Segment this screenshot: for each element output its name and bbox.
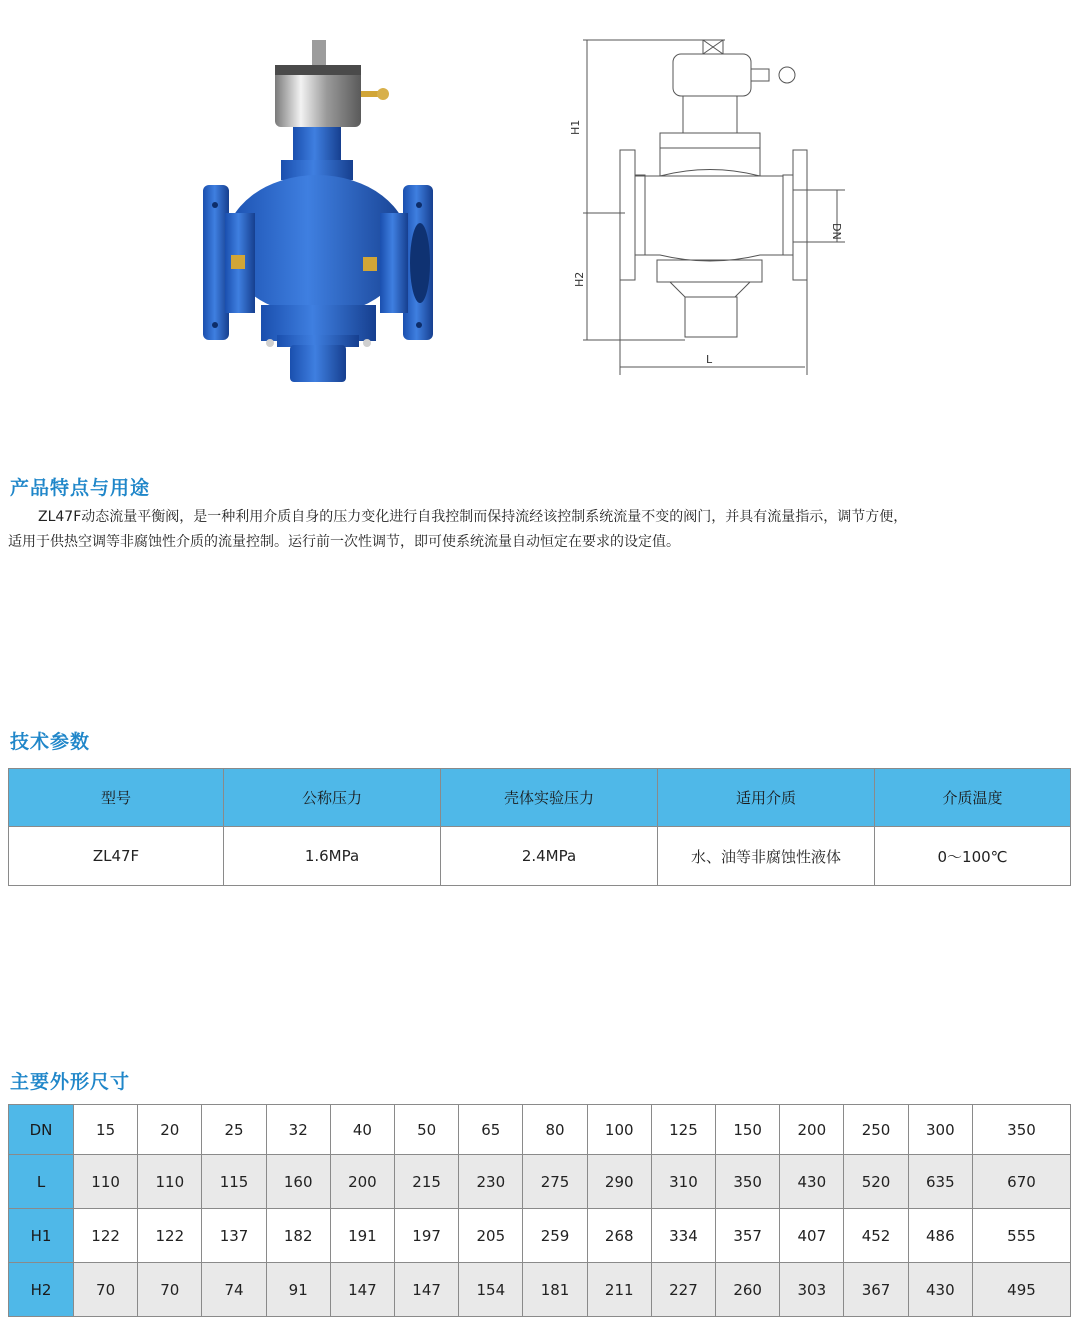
tech-header-cell: 适用介质 [658,769,875,827]
dims-cell: 357 [716,1209,780,1263]
dims-cell: 150 [716,1105,780,1155]
tech-header-cell: 型号 [9,769,224,827]
valve-dimension-drawing [565,35,865,380]
dims-cell: 25 [202,1105,266,1155]
dims-cell: 122 [74,1209,138,1263]
dims-cell: 227 [651,1263,715,1317]
dims-cell: 122 [138,1209,202,1263]
dims-cell: 200 [780,1105,844,1155]
dims-cell: 350 [716,1155,780,1209]
dims-row-label: L [9,1155,74,1209]
dims-cell: 215 [395,1155,459,1209]
dims-cell: 275 [523,1155,587,1209]
valve-photo [195,35,440,385]
tech-cell: 1.6MPa [224,827,441,886]
tech-cell: 2.4MPa [441,827,658,886]
tech-header-cell: 介质温度 [875,769,1071,827]
dims-cell: 20 [138,1105,202,1155]
tech-cell: ZL47F [9,827,224,886]
dims-cell: 310 [651,1155,715,1209]
dims-cell: 205 [459,1209,523,1263]
dims-cell: 40 [330,1105,394,1155]
dims-cell: 125 [651,1105,715,1155]
label-l: L [706,353,713,366]
features-text-line1: ZL47F动态流量平衡阀，是一种利用介质自身的压力变化进行自我控制而保持流经该控制系统流量不变的阀门，并具有流量指示，调节方便， [38,509,908,525]
label-dn: DN [830,223,843,240]
dims-cell: 430 [908,1263,972,1317]
dims-cell: 65 [459,1105,523,1155]
dims-cell: 137 [202,1209,266,1263]
dims-cell: 486 [908,1209,972,1263]
dims-cell: 197 [395,1209,459,1263]
tech-title: 技术参数 [10,731,91,753]
dims-table [8,1104,1071,1317]
features-text-line2: 适用于供热空调等非腐蚀性介质的流量控制。运行前一次性调节，即可使系统流量自动恒定在要求的设定值。 [8,534,680,550]
dims-cell: 334 [651,1209,715,1263]
dims-cell: 32 [266,1105,330,1155]
dims-cell: 160 [266,1155,330,1209]
dims-cell: 191 [330,1209,394,1263]
dims-cell: 80 [523,1105,587,1155]
dims-cell: 200 [330,1155,394,1209]
label-h2: H2 [573,271,586,287]
dims-cell: 147 [395,1263,459,1317]
dims-cell: 260 [716,1263,780,1317]
dims-cell: 110 [74,1155,138,1209]
dims-cell: 350 [973,1105,1071,1155]
tech-body-row [9,827,1071,886]
dims-cell: 147 [330,1263,394,1317]
dims-cell: 407 [780,1209,844,1263]
dims-cell: 15 [74,1105,138,1155]
dims-cell: 115 [202,1155,266,1209]
dims-row-label: DN [9,1105,74,1155]
dims-cell: 230 [459,1155,523,1209]
dims-cell: 268 [587,1209,651,1263]
dims-row-l [9,1155,1071,1209]
dims-row-dn [9,1105,1071,1155]
dims-cell: 670 [973,1155,1071,1209]
dims-row-label: H2 [9,1263,74,1317]
label-h1: H1 [569,119,582,135]
dims-title: 主要外形尺寸 [10,1071,131,1093]
dims-cell: 181 [523,1263,587,1317]
tech-cell: 水、油等非腐蚀性液体 [658,827,875,886]
dims-row-h1 [9,1209,1071,1263]
dims-cell: 367 [844,1263,908,1317]
dims-cell: 110 [138,1155,202,1209]
tech-header-cell: 公称压力 [224,769,441,827]
dims-row-h2 [9,1263,1071,1317]
dims-cell: 70 [138,1263,202,1317]
dims-cell: 154 [459,1263,523,1317]
dims-cell: 70 [74,1263,138,1317]
dims-cell: 100 [587,1105,651,1155]
dims-cell: 211 [587,1263,651,1317]
dims-cell: 50 [395,1105,459,1155]
dims-cell: 74 [202,1263,266,1317]
features-title: 产品特点与用途 [10,477,151,499]
tech-table [8,768,1071,886]
dims-row-label: H1 [9,1209,74,1263]
dims-cell: 250 [844,1105,908,1155]
dims-cell: 303 [780,1263,844,1317]
dims-cell: 430 [780,1155,844,1209]
dims-cell: 555 [973,1209,1071,1263]
tech-header-cell: 壳体实验压力 [441,769,658,827]
dims-cell: 520 [844,1155,908,1209]
tech-cell: 0～100℃ [875,827,1071,886]
dims-cell: 91 [266,1263,330,1317]
dims-cell: 182 [266,1209,330,1263]
dims-cell: 300 [908,1105,972,1155]
tech-header-row [9,769,1071,827]
dims-cell: 259 [523,1209,587,1263]
dims-cell: 452 [844,1209,908,1263]
dims-cell: 290 [587,1155,651,1209]
dims-cell: 495 [973,1263,1071,1317]
dims-cell: 635 [908,1155,972,1209]
